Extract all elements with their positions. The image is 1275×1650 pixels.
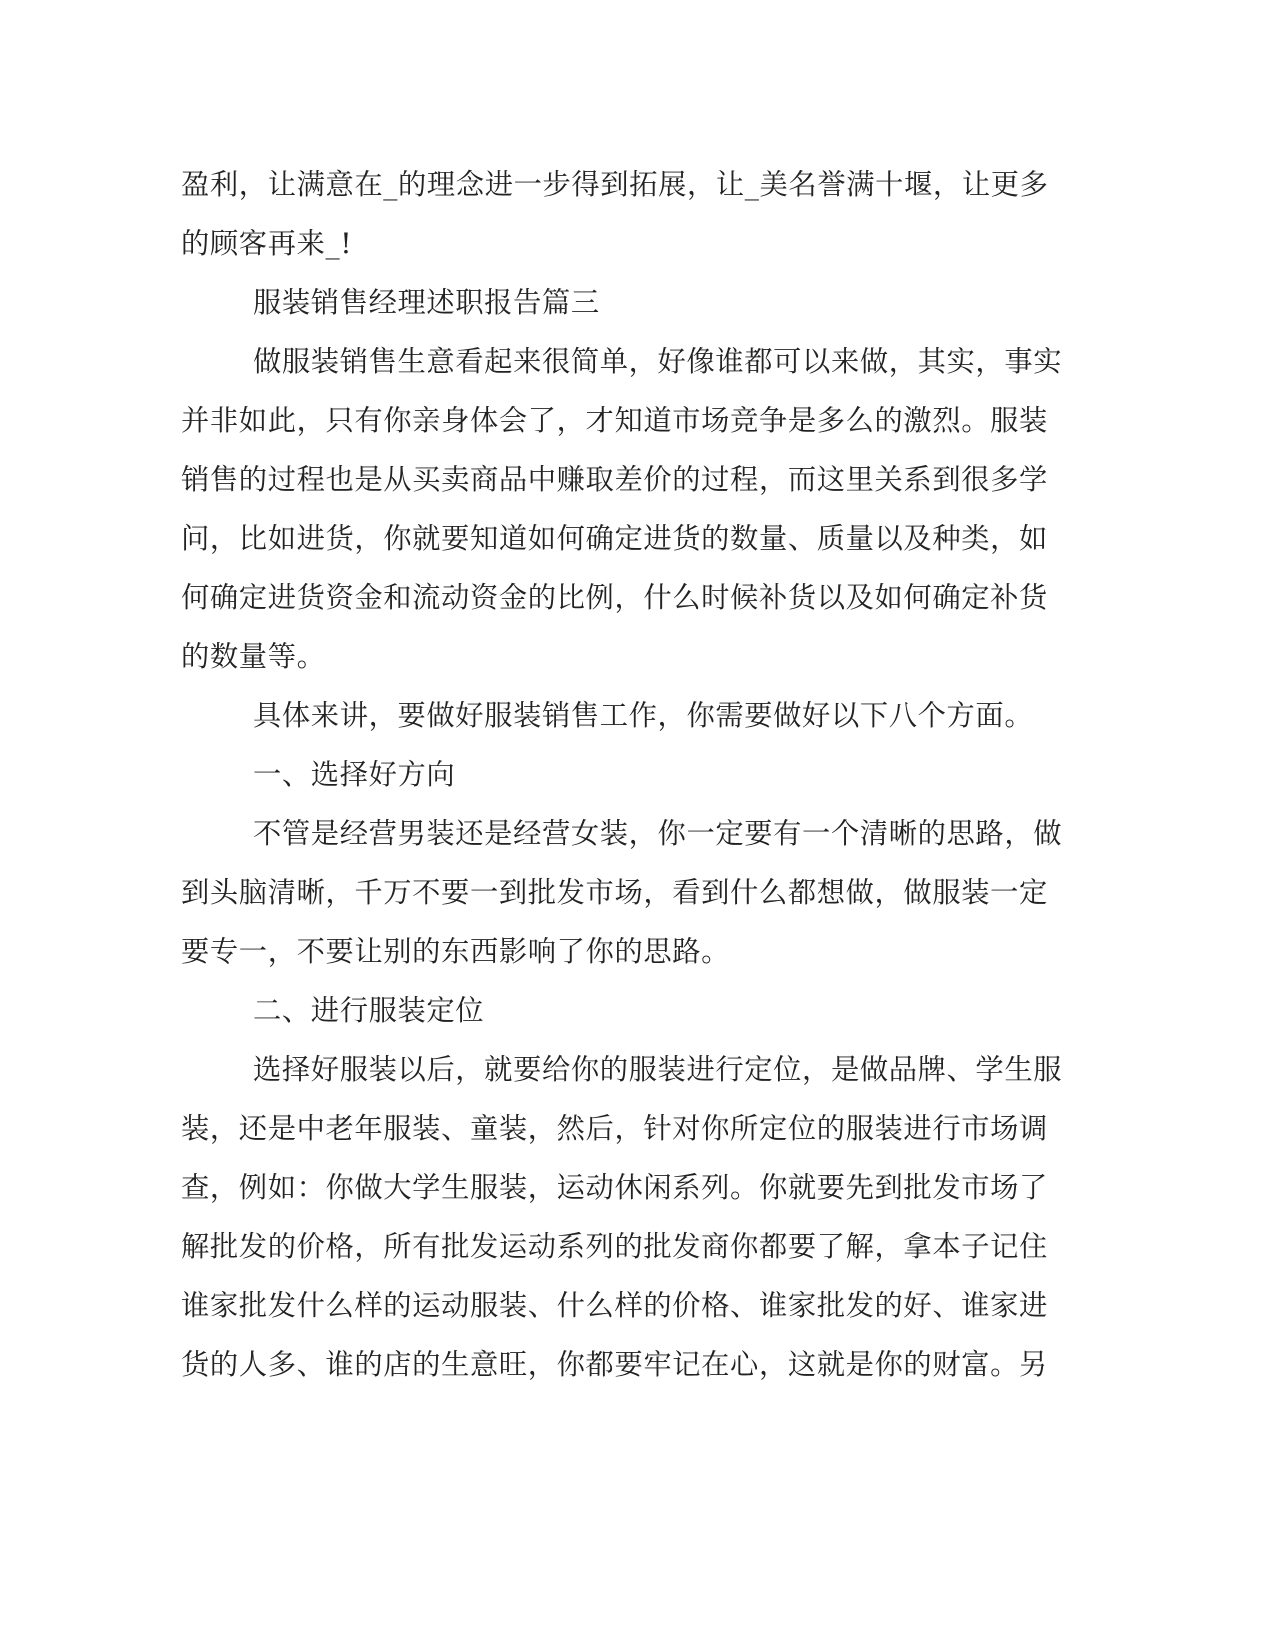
text-line: 到头脑清晰，千万不要一到批发市场，看到什么都想做，做服装一定: [181, 876, 1048, 909]
text-line: 货的人多、谁的店的生意旺，你都要牢记在心，这就是你的财富。另: [181, 1348, 1048, 1381]
text-line: 不管是经营男装还是经营女装，你一定要有一个清晰的思路，做: [253, 817, 1063, 850]
text-line: 何确定进货资金和流动资金的比例，什么时候补货以及如何确定补货: [181, 581, 1048, 614]
text-line: 二、进行服装定位: [253, 994, 485, 1027]
text-line: 装，还是中老年服装、童装，然后，针对你所定位的服装进行市场调: [181, 1112, 1048, 1145]
text-line: 盈利，让满意在_的理念进一步得到拓展，让_美名誉满十堰，让更多: [181, 168, 1049, 201]
text-line: 服装销售经理述职报告篇三: [253, 286, 600, 319]
text-line: 具体来讲，要做好服装销售工作，你需要做好以下八个方面。: [253, 699, 1034, 732]
text-line: 并非如此，只有你亲身体会了，才知道市场竞争是多么的激烈。服装: [181, 404, 1048, 437]
text-line: 查，例如：你做大学生服装，运动休闲系列。你就要先到批发市场了: [181, 1171, 1048, 1204]
document-body: [181, 155, 1061, 1394]
text-line: 做服装销售生意看起来很简单，好像谁都可以来做，其实，事实: [253, 345, 1063, 378]
text-line: 选择好服装以后，就要给你的服装进行定位，是做品牌、学生服: [253, 1053, 1063, 1086]
text-line: 一、选择好方向: [253, 758, 456, 791]
text-line: 要专一，不要让别的东西影响了你的思路。: [181, 935, 731, 968]
text-line: 的顾客再来_!: [181, 227, 353, 260]
text-line: 解批发的价格，所有批发运动系列的批发商你都要了解，拿本子记住: [181, 1230, 1048, 1263]
text-line: 的数量等。: [181, 640, 326, 673]
text-line: 问，比如进货，你就要知道如何确定进货的数量、质量以及种类，如: [181, 522, 1048, 555]
text-line: 销售的过程也是从买卖商品中赚取差价的过程，而这里关系到很多学: [181, 463, 1048, 496]
text-line: 谁家批发什么样的运动服装、什么样的价格、谁家批发的好、谁家进: [181, 1289, 1048, 1322]
